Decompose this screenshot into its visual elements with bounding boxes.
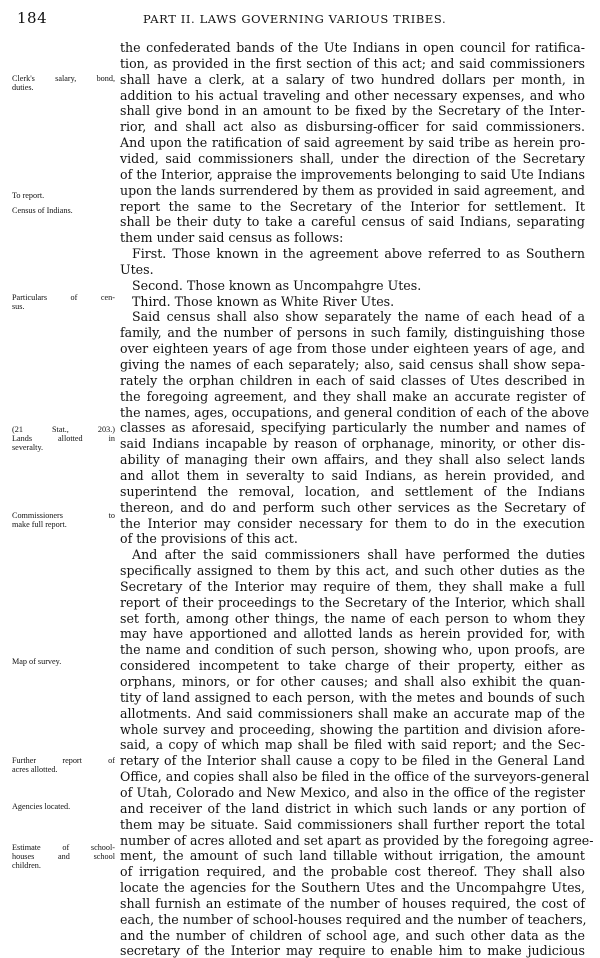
margin-note-line: Commissioners to: [12, 511, 115, 520]
body-line: Said census shall also show separately the name of each head of a: [132, 309, 585, 325]
body-line: allotments. And said commissioners shall make an accurate map of the: [120, 705, 585, 721]
body-line: of irrigation required, and the probable cost thereof. They shall also: [120, 864, 585, 880]
margin-note: [12, 425, 115, 452]
body-line: Third. Those known as White River Utes.: [132, 293, 395, 309]
margin-note-line: Agencies located.: [12, 802, 71, 811]
body-line: set forth, among other things, the name of each person to whom they: [120, 610, 585, 626]
body-line: And after the said commissioners shall have performed the duties: [132, 547, 585, 563]
body-line: upon the lands surrendered by them as provided in said agreement, and: [120, 182, 585, 198]
margin-note-line: Census of Indians.: [12, 206, 73, 215]
body-line: number of acres alloted and set apart as provided by the foregoing agree-: [120, 832, 594, 848]
body-line: classes as aforesaid, specifying particularly the number and names of: [120, 420, 585, 436]
body-line: said, a copy of which map shall be filed with said report; and the Sec-: [120, 737, 585, 753]
body-line: shall give bond in an amount to be fixed by the Secretary of the Inter-: [120, 103, 585, 119]
body-line: report the same to the Secretary of the Interior for settlement. It: [120, 198, 585, 214]
body-line: thereon, and do and perform such other services as the Secretary of: [120, 499, 585, 515]
margin-note-line: severalty.: [12, 443, 44, 452]
body-line: considered incompetent to take charge of their property, either as: [120, 658, 585, 674]
margin-note-line: Further report of: [12, 756, 115, 765]
body-line: giving the names of each separately; also, said census shall show sepa-: [120, 357, 585, 372]
body-line: of the provisions of this act.: [120, 531, 298, 547]
body-line: And upon the ratification of said agreement by said tribe as herein pro-: [120, 135, 585, 151]
body-line: rately the orphan children in each of said classes of Utes described in: [120, 372, 585, 388]
body-line: retary of the Interior shall cause a copy to be filed in the General Land: [120, 753, 585, 769]
body-line: shall have a clerk, at a salary of two hundred dollars per month, in: [120, 71, 585, 87]
margin-note-line: To report.: [12, 191, 45, 200]
margin-note: [12, 206, 115, 215]
body-line: Secretary of the Interior may require of them, they shall make a full: [120, 578, 585, 594]
body-line: and allot them in severalty to said Indians, as herein provided, and: [120, 467, 585, 483]
margin-note: [12, 802, 115, 811]
body-line: said Indians incapable by reason of orphanage, minority, or other dis-: [120, 436, 585, 452]
body-line: of the Interior, appraise the improvements belonging to said Ute Indians: [120, 166, 585, 182]
body-line: Office, and copies shall also be filed in the office of the surveyors-general: [120, 769, 590, 785]
body-line: rior, and shall act also as disbursing-officer for said commissioners.: [120, 119, 585, 135]
body-line: the Interior may consider necessary for them to do in the execution: [120, 515, 585, 531]
body-line: them under said census as follows:: [120, 230, 344, 246]
body-line: vided, said commissioners shall, under the direction of the Secretary: [120, 150, 585, 166]
margin-note-line: make full report.: [12, 520, 67, 529]
body-line: each, the number of school-houses required and the number of teachers,: [120, 911, 587, 927]
margin-note-line: Lands allotted in: [12, 434, 115, 443]
body-line: Utes.: [120, 261, 154, 277]
margin-note-line: Estimate of school-: [12, 843, 115, 852]
margin-note: [12, 74, 115, 92]
body-line: addition to his actual traveling and other necessary expenses, and who: [120, 87, 585, 103]
margin-note: [12, 191, 115, 200]
margin-note: [12, 511, 115, 529]
margin-note: [12, 756, 115, 774]
body-line: shall be their duty to take a careful census of said Indians, separating: [120, 214, 585, 230]
body-line: shall furnish an estimate of the number of houses required, the cost of: [120, 895, 585, 911]
body-line: specifically assigned to them by this act, and such other duties as the: [120, 563, 585, 579]
body-line: locate the agencies for the Southern Utes and the Uncompahgre Utes,: [120, 880, 585, 896]
margin-note: [12, 293, 115, 311]
margin-note-line: houses and school: [12, 852, 115, 861]
body-line: superintend the removal, location, and settlement of the Indians: [120, 483, 585, 499]
page-number: 184: [17, 9, 48, 27]
margin-note-line: sus.: [12, 302, 25, 311]
body-line: may have apportioned and allotted lands as herein provided for, with: [120, 626, 585, 642]
body-line: them may be situate. Said commissioners shall further report the total: [120, 816, 585, 832]
body-line: the names, ages, occupations, and general condition of each of the above: [120, 404, 590, 420]
body-line: the foregoing agreement, and they shall make an accurate register of: [120, 388, 585, 404]
body-line: family, and the number of persons in such family, distinguishing those: [120, 325, 585, 341]
body-line: orphans, minors, or for other causes; and shall also exhibit the quan-: [120, 674, 585, 689]
margin-note-line: duties.: [12, 83, 34, 92]
body-line: tion, as provided in the first section of this act; and said commissioners: [120, 55, 585, 71]
margin-note-line: Clerk's salary, bond,: [12, 74, 115, 83]
running-title: PART II. LAWS GOVERNING VARIOUS TRIBES.: [143, 12, 447, 26]
body-line: ability of managing their own affairs, and they shall also select lands: [120, 452, 585, 468]
body-line: the name and condition of such person, showing who, upon proofs, are: [120, 642, 585, 658]
body-line: and the number of children of school age, and such other data as the: [120, 927, 585, 943]
margin-note-line: (21 Stat., 203.): [12, 425, 115, 434]
margin-note-line: Particulars of cen-: [12, 293, 115, 302]
margin-note-line: acres allotted.: [12, 765, 58, 774]
margin-note-line: children.: [12, 861, 41, 870]
body-line: whole survey and proceeding, showing the partition and division afore-: [120, 721, 585, 737]
body-line: the confederated bands of the Ute Indians in open council for ratifica-: [120, 40, 585, 55]
body-line: tity of land assigned to each person, with the metes and bounds of such: [120, 689, 585, 705]
body-line: of Utah, Colorado and New Mexico, and also in the office of the register: [120, 784, 585, 800]
margin-note: [12, 843, 115, 870]
body-line: over eighteen years of age from those under eighteen years of age, and: [120, 341, 585, 357]
body-line: report of their proceedings to the Secretary of the Interior, which shall: [120, 594, 585, 610]
body-line: ment, the amount of such land tillable without irrigation, the amount: [120, 848, 585, 864]
margin-note: [12, 657, 115, 666]
body-line: and receiver of the land district in which such lands or any portion of: [120, 800, 585, 816]
body-line: secretary of the Interior may require to enable him to make judicious: [120, 943, 585, 958]
body-line: Second. Those known as Uncompahgre Utes.: [132, 277, 422, 293]
margin-note-line: Map of survey.: [12, 657, 62, 666]
body-line: First. Those known in the agreement above referred to as Southern: [132, 246, 585, 262]
